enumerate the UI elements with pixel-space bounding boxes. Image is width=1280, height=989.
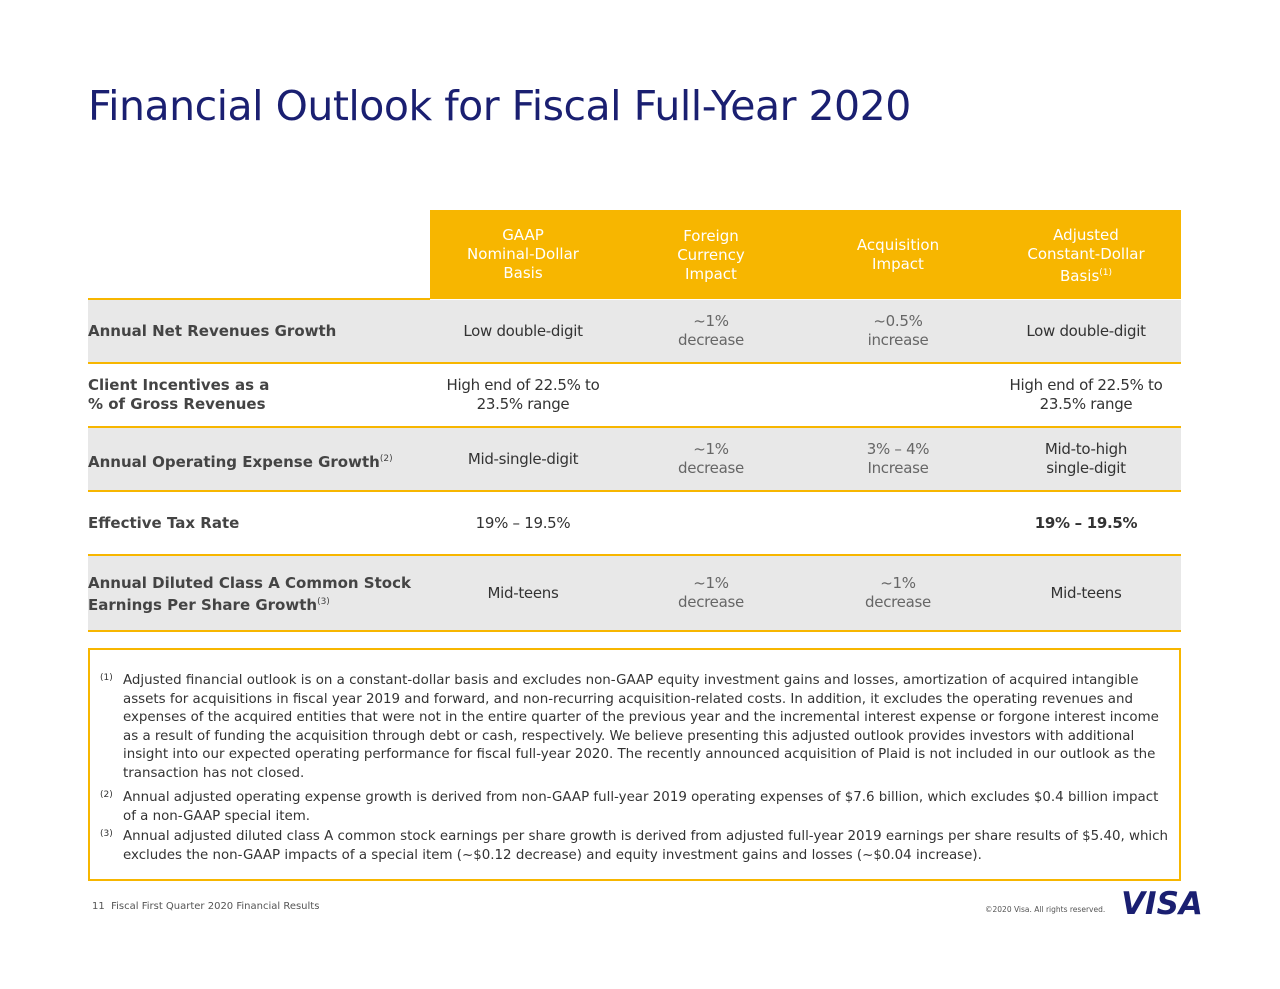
visa-logo: [1118, 886, 1206, 922]
footnote-2: (2) Annual adjusted operating expense growth is derived from non-GAAP full-year 2019 operating expenses of $7.6 billion, which excludes $0.4 billion impact of a non-GAAP special item.: [100, 790, 1159, 824]
svg-text:VISA: VISA: [1121, 886, 1203, 918]
footnote-3: (3) Annual adjusted diluted class A common stock earnings per share growth is derived from adjusted full-year 2019 earnings per share results of $5.40, which excludes the non-GAAP impacts of a special item (~$0.12 decrease) and equity investment gains and losses (~$0.04 increase).: [100, 829, 1169, 863]
cell-adjusted: Low double-digit: [1026, 322, 1146, 340]
cell-acquisition: ~0.5% increase: [867, 312, 929, 349]
cell-fx: ~1% decrease: [678, 312, 744, 349]
cell-adjusted: Mid-to-high single-digit: [1044, 440, 1128, 477]
table-row: [88, 300, 1181, 364]
cell-gaap: Low double-digit: [463, 322, 583, 340]
row-label: Annual Diluted Class A Common Stock Earnings Per Share Growth$^{(3)}$: [88, 574, 411, 614]
row-label: Client Incentives as a % of Gross Revenues: [88, 376, 270, 413]
page-title: Financial Outlook for Fiscal Full-Year 2020: [88, 82, 911, 130]
visa-logo-mark: [1118, 886, 1206, 918]
cell-adjusted: High end of 22.5% to 23.5% range: [1009, 376, 1163, 413]
footnote-1: (1) Adjusted financial outlook is on a constant-dollar basis and excludes non-GAAP equity investment gains and losses, amortization of acquired intangible assets for acquisitions in fiscal year 2019 and forward, and non-recurring acquisition-related costs. In addition, it excludes the operating revenues and expenses of the acquired entities that were not in the entire quarter of the previous year and the incremental interest expense or forgone interest income as a result of funding the acquisition through debt or cash, respectively. We believe presenting this adjusted outlook provides investors with additional insight into our expected operating performance for fiscal full-year 2020. The recently announced acquisition of Plaid is not included in our outlook as the transaction has not closed.: [100, 673, 1159, 781]
copyright: ©2020 Visa. All rights reserved.: [985, 905, 1106, 914]
footer-caption: [92, 901, 319, 912]
row-label: Annual Net Revenues Growth: [88, 322, 337, 340]
footer-text: Fiscal First Quarter 2020 Financial Results: [111, 901, 320, 912]
row-label: Annual Operating Expense Growth$^{(2)}$: [88, 453, 393, 471]
cell-gaap: Mid-single-digit: [467, 450, 579, 468]
cell-gaap: Mid-teens: [487, 584, 559, 602]
cell-acquisition: ~1% decrease: [865, 574, 931, 611]
page-number: 11: [92, 901, 105, 912]
cell-fx: ~1% decrease: [678, 574, 744, 611]
header-gaap-nominal: GAAP Nominal-Dollar Basis: [467, 226, 579, 282]
cell-acquisition: 3% – 4% Increase: [866, 440, 930, 477]
cell-gaap: 19% – 19.5%: [475, 514, 571, 532]
footnotes-box: [88, 648, 1181, 881]
table-row: [88, 364, 1181, 428]
header-adjusted-constant: Adjusted Constant-Dollar Basis$^{(1)}$: [1027, 226, 1145, 285]
row-label: Effective Tax Rate: [88, 514, 240, 532]
table-row: [88, 556, 1181, 632]
cell-gaap: High end of 22.5% to 23.5% range: [446, 376, 600, 413]
table-row: [88, 492, 1181, 556]
cell-adjusted: 19% – 19.5%: [1034, 514, 1138, 532]
table-row: [88, 428, 1181, 492]
header-acquisition-impact: Acquisition Impact: [856, 236, 940, 273]
header-fx-impact: Foreign Currency Impact: [677, 227, 745, 283]
cell-fx: ~1% decrease: [678, 440, 744, 477]
cell-adjusted: Mid-teens: [1050, 584, 1122, 602]
